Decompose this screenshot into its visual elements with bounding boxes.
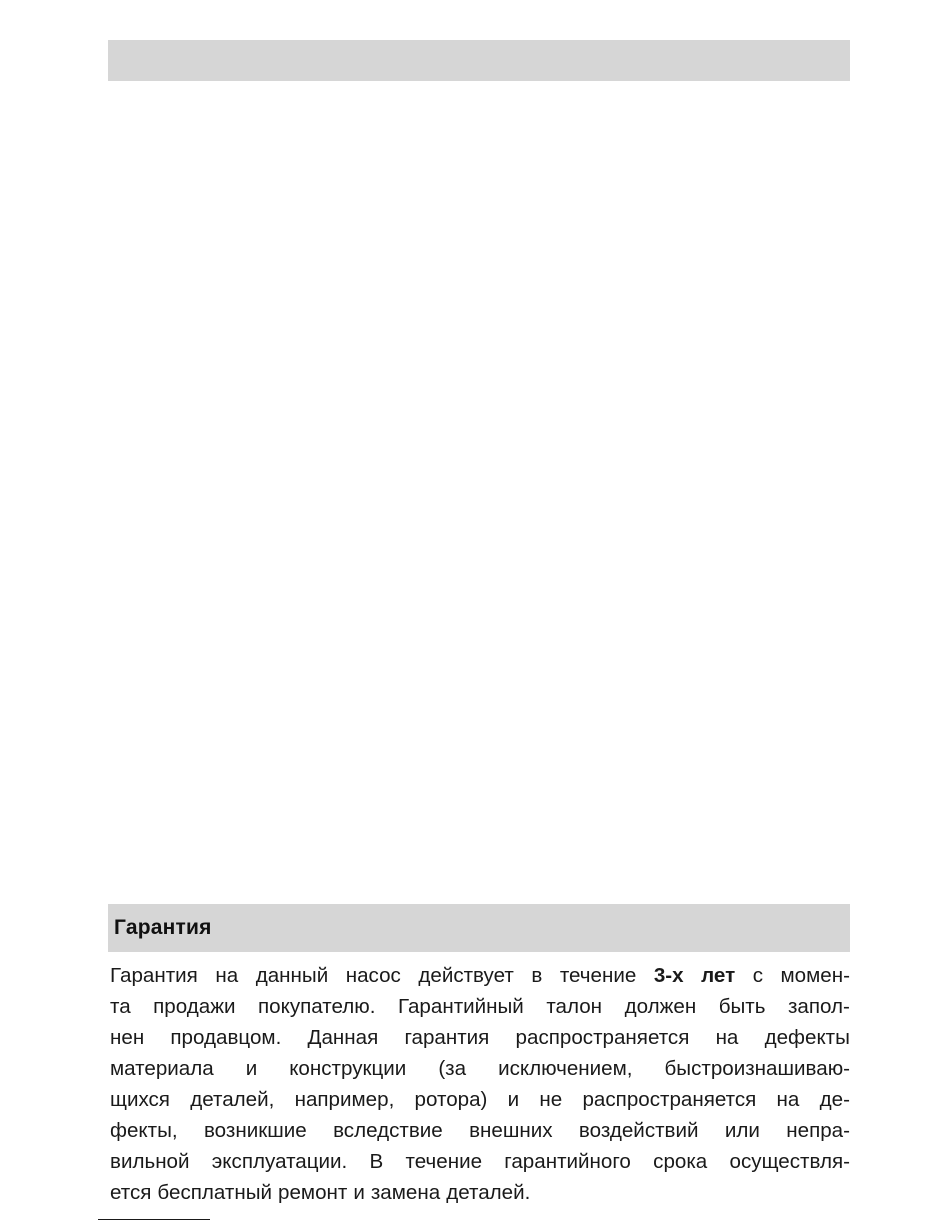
paragraph-word: ется: [110, 1181, 152, 1204]
paragraph-word: конструкции: [289, 1057, 407, 1080]
paragraph-line: [110, 991, 850, 1022]
paragraph-word: и: [245, 1057, 258, 1080]
paragraph-line: [110, 1115, 850, 1146]
paragraph-word: например,: [294, 1088, 395, 1111]
paragraph-line: [110, 1022, 850, 1053]
paragraph-word: насос: [345, 964, 401, 987]
paragraph-word: на: [776, 1088, 800, 1111]
paragraph-word: распространяется: [582, 1088, 757, 1111]
paragraph-word: должен: [624, 995, 697, 1018]
paragraph-word: дефекты: [764, 1026, 850, 1049]
paragraph-word: щихся: [110, 1088, 170, 1111]
paragraph-line: [110, 1084, 850, 1115]
paragraph-word: гарантия: [404, 1026, 490, 1049]
paragraph-word: момен-: [780, 964, 850, 987]
paragraph-word: (за: [438, 1057, 467, 1080]
paragraph-word: фекты,: [110, 1119, 178, 1142]
paragraph-word: действует: [418, 964, 514, 987]
paragraph-word: Данная: [307, 1026, 379, 1049]
paragraph-word: или: [724, 1119, 760, 1142]
paragraph-word: не: [539, 1088, 563, 1111]
paragraph-word: на: [215, 964, 239, 987]
paragraph-line: [110, 1053, 850, 1084]
paragraph-line: [110, 1177, 850, 1208]
footnote-separator: [98, 1219, 210, 1220]
paragraph-word: гарантийного: [504, 1150, 631, 1173]
paragraph-word: распространяется: [515, 1026, 690, 1049]
warranty-section-header: [108, 904, 850, 952]
paragraph-word: покупателю.: [258, 995, 376, 1018]
paragraph-word: продавцом.: [170, 1026, 282, 1049]
paragraph-word: вильной: [110, 1150, 190, 1173]
paragraph-word: вследствие: [333, 1119, 443, 1142]
paragraph-word: продажи: [153, 995, 236, 1018]
paragraph-word: Гарантийный: [397, 995, 524, 1018]
paragraph-word: де-: [819, 1088, 850, 1111]
paragraph-word: ротора): [414, 1088, 488, 1111]
emphasized-word: 3-х: [653, 964, 684, 987]
paragraph-word: Гарантия: [110, 964, 198, 987]
paragraph-word: замена: [370, 1181, 441, 1204]
paragraph-word: талон: [546, 995, 603, 1018]
paragraph-word: осуществля-: [729, 1150, 850, 1173]
warranty-title: Гарантия: [114, 916, 212, 939]
paragraph-word: та: [110, 995, 131, 1018]
paragraph-word: с: [752, 964, 763, 987]
emphasized-word: лет: [701, 964, 736, 987]
top-section-bar: [108, 40, 850, 81]
paragraph-word: и: [507, 1088, 520, 1111]
paragraph-word: данный: [255, 964, 329, 987]
paragraph-word: течение: [559, 964, 637, 987]
paragraph-word: быстроизнашиваю-: [664, 1057, 850, 1080]
paragraph-word: эксплуатации.: [211, 1150, 348, 1173]
paragraph-word: воздействий: [578, 1119, 699, 1142]
paragraph-word: внешних: [469, 1119, 553, 1142]
paragraph-word: и: [353, 1181, 365, 1204]
paragraph-word: бесплатный: [157, 1181, 273, 1204]
paragraph-word: ремонт: [278, 1181, 348, 1204]
paragraph-word: в: [531, 964, 543, 987]
paragraph-word: В: [369, 1150, 384, 1173]
paragraph-word: нен: [110, 1026, 145, 1049]
paragraph-word: течение: [405, 1150, 483, 1173]
warranty-paragraph: [110, 960, 850, 1208]
paragraph-word: быть: [718, 995, 766, 1018]
paragraph-word: на: [715, 1026, 739, 1049]
paragraph-word: деталей,: [190, 1088, 275, 1111]
paragraph-line: [110, 960, 850, 991]
paragraph-word: материала: [110, 1057, 214, 1080]
paragraph-word: запол-: [787, 995, 850, 1018]
paragraph-word: возникшие: [203, 1119, 307, 1142]
paragraph-word: срока: [653, 1150, 708, 1173]
paragraph-word: деталей.: [446, 1181, 531, 1204]
paragraph-word: исключением,: [498, 1057, 633, 1080]
paragraph-word: непра-: [786, 1119, 850, 1142]
paragraph-line: [110, 1146, 850, 1177]
